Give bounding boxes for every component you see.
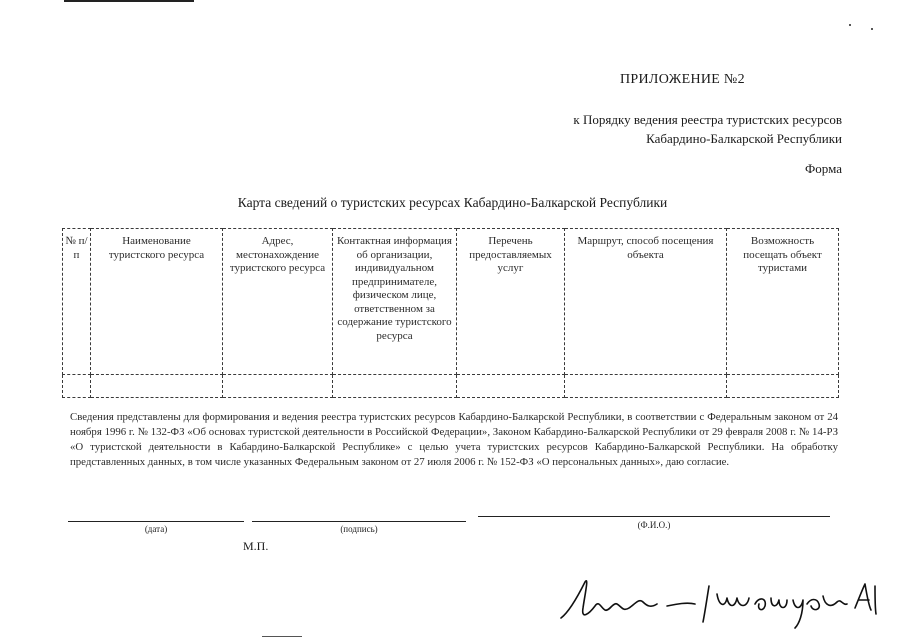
subtitle-line-1: к Порядку ведения реестра туристских ресурсов xyxy=(573,112,842,127)
stamp-place-label: М.П. xyxy=(243,539,269,553)
table-cell[interactable] xyxy=(457,375,565,398)
table-row xyxy=(63,375,839,398)
column-header-services: Перечень предоставляемых услуг xyxy=(457,229,565,375)
column-header-access: Возможность посещать объект туристами xyxy=(727,229,839,375)
resource-table xyxy=(62,228,838,398)
consent-paragraph: Сведения представлены для формирования и ведения реестра туристских ресурсов Кабардино-Балкарской Республики, в соответствии с Федеральным законом от 24 ноября 1996 г. № 132-ФЗ «Об основах туристской деятельности в Российской Федерации», Законом Кабардино-Балкарской Республики от 29 февраля 2008 г. № 14-РЗ «О туристской деятельности в Кабардино-Балкарской Республике» с целью учета туристских ресурсов Кабардино-Балкарской Республики. На обработку представленных данных, в том числе указанных Федеральным законом от 27 июля 2006 г. № 152-ФЗ «О персональных данных», даю согласие. xyxy=(70,411,838,468)
signature-caption: (подпись) xyxy=(340,524,378,534)
subtitle-line-2: Кабардино-Балкарской Республики xyxy=(646,131,842,146)
form-label: Форма xyxy=(805,161,842,176)
column-header-name: Наименование туристского ресурса xyxy=(91,229,223,375)
table-header-row xyxy=(63,229,839,375)
appendix-heading: ПРИЛОЖЕНИЕ №2 xyxy=(620,72,745,87)
document-title: Карта сведений о туристских ресурсах Кабардино-Балкарской Республики xyxy=(237,195,668,210)
table-cell[interactable] xyxy=(63,375,91,398)
fio-line[interactable] xyxy=(478,516,830,517)
handwritten-signature xyxy=(555,568,885,638)
column-header-number: № п/п xyxy=(63,229,91,375)
column-header-route: Маршрут, способ посещения объекта xyxy=(565,229,727,375)
column-header-contact: Контактная информация об организации, индивидуальном предпринимателе, физическом лице, ответственном за содержание туристского ресурса xyxy=(333,229,457,375)
signature-line[interactable] xyxy=(252,521,466,522)
fio-caption: (Ф.И.О.) xyxy=(637,520,671,530)
date-line[interactable] xyxy=(68,521,244,522)
top-edge-mark xyxy=(64,0,194,8)
bottom-edge-mark xyxy=(262,636,302,637)
column-header-address: Адрес, местонахождение туристского ресурса xyxy=(223,229,333,375)
appendix-subtitle xyxy=(482,110,842,148)
table-cell[interactable] xyxy=(727,375,839,398)
table-cell[interactable] xyxy=(333,375,457,398)
date-caption: (дата) xyxy=(144,524,168,534)
table-cell[interactable] xyxy=(91,375,223,398)
speck xyxy=(871,28,873,30)
speck xyxy=(849,24,851,26)
table-cell[interactable] xyxy=(565,375,727,398)
table-cell[interactable] xyxy=(223,375,333,398)
